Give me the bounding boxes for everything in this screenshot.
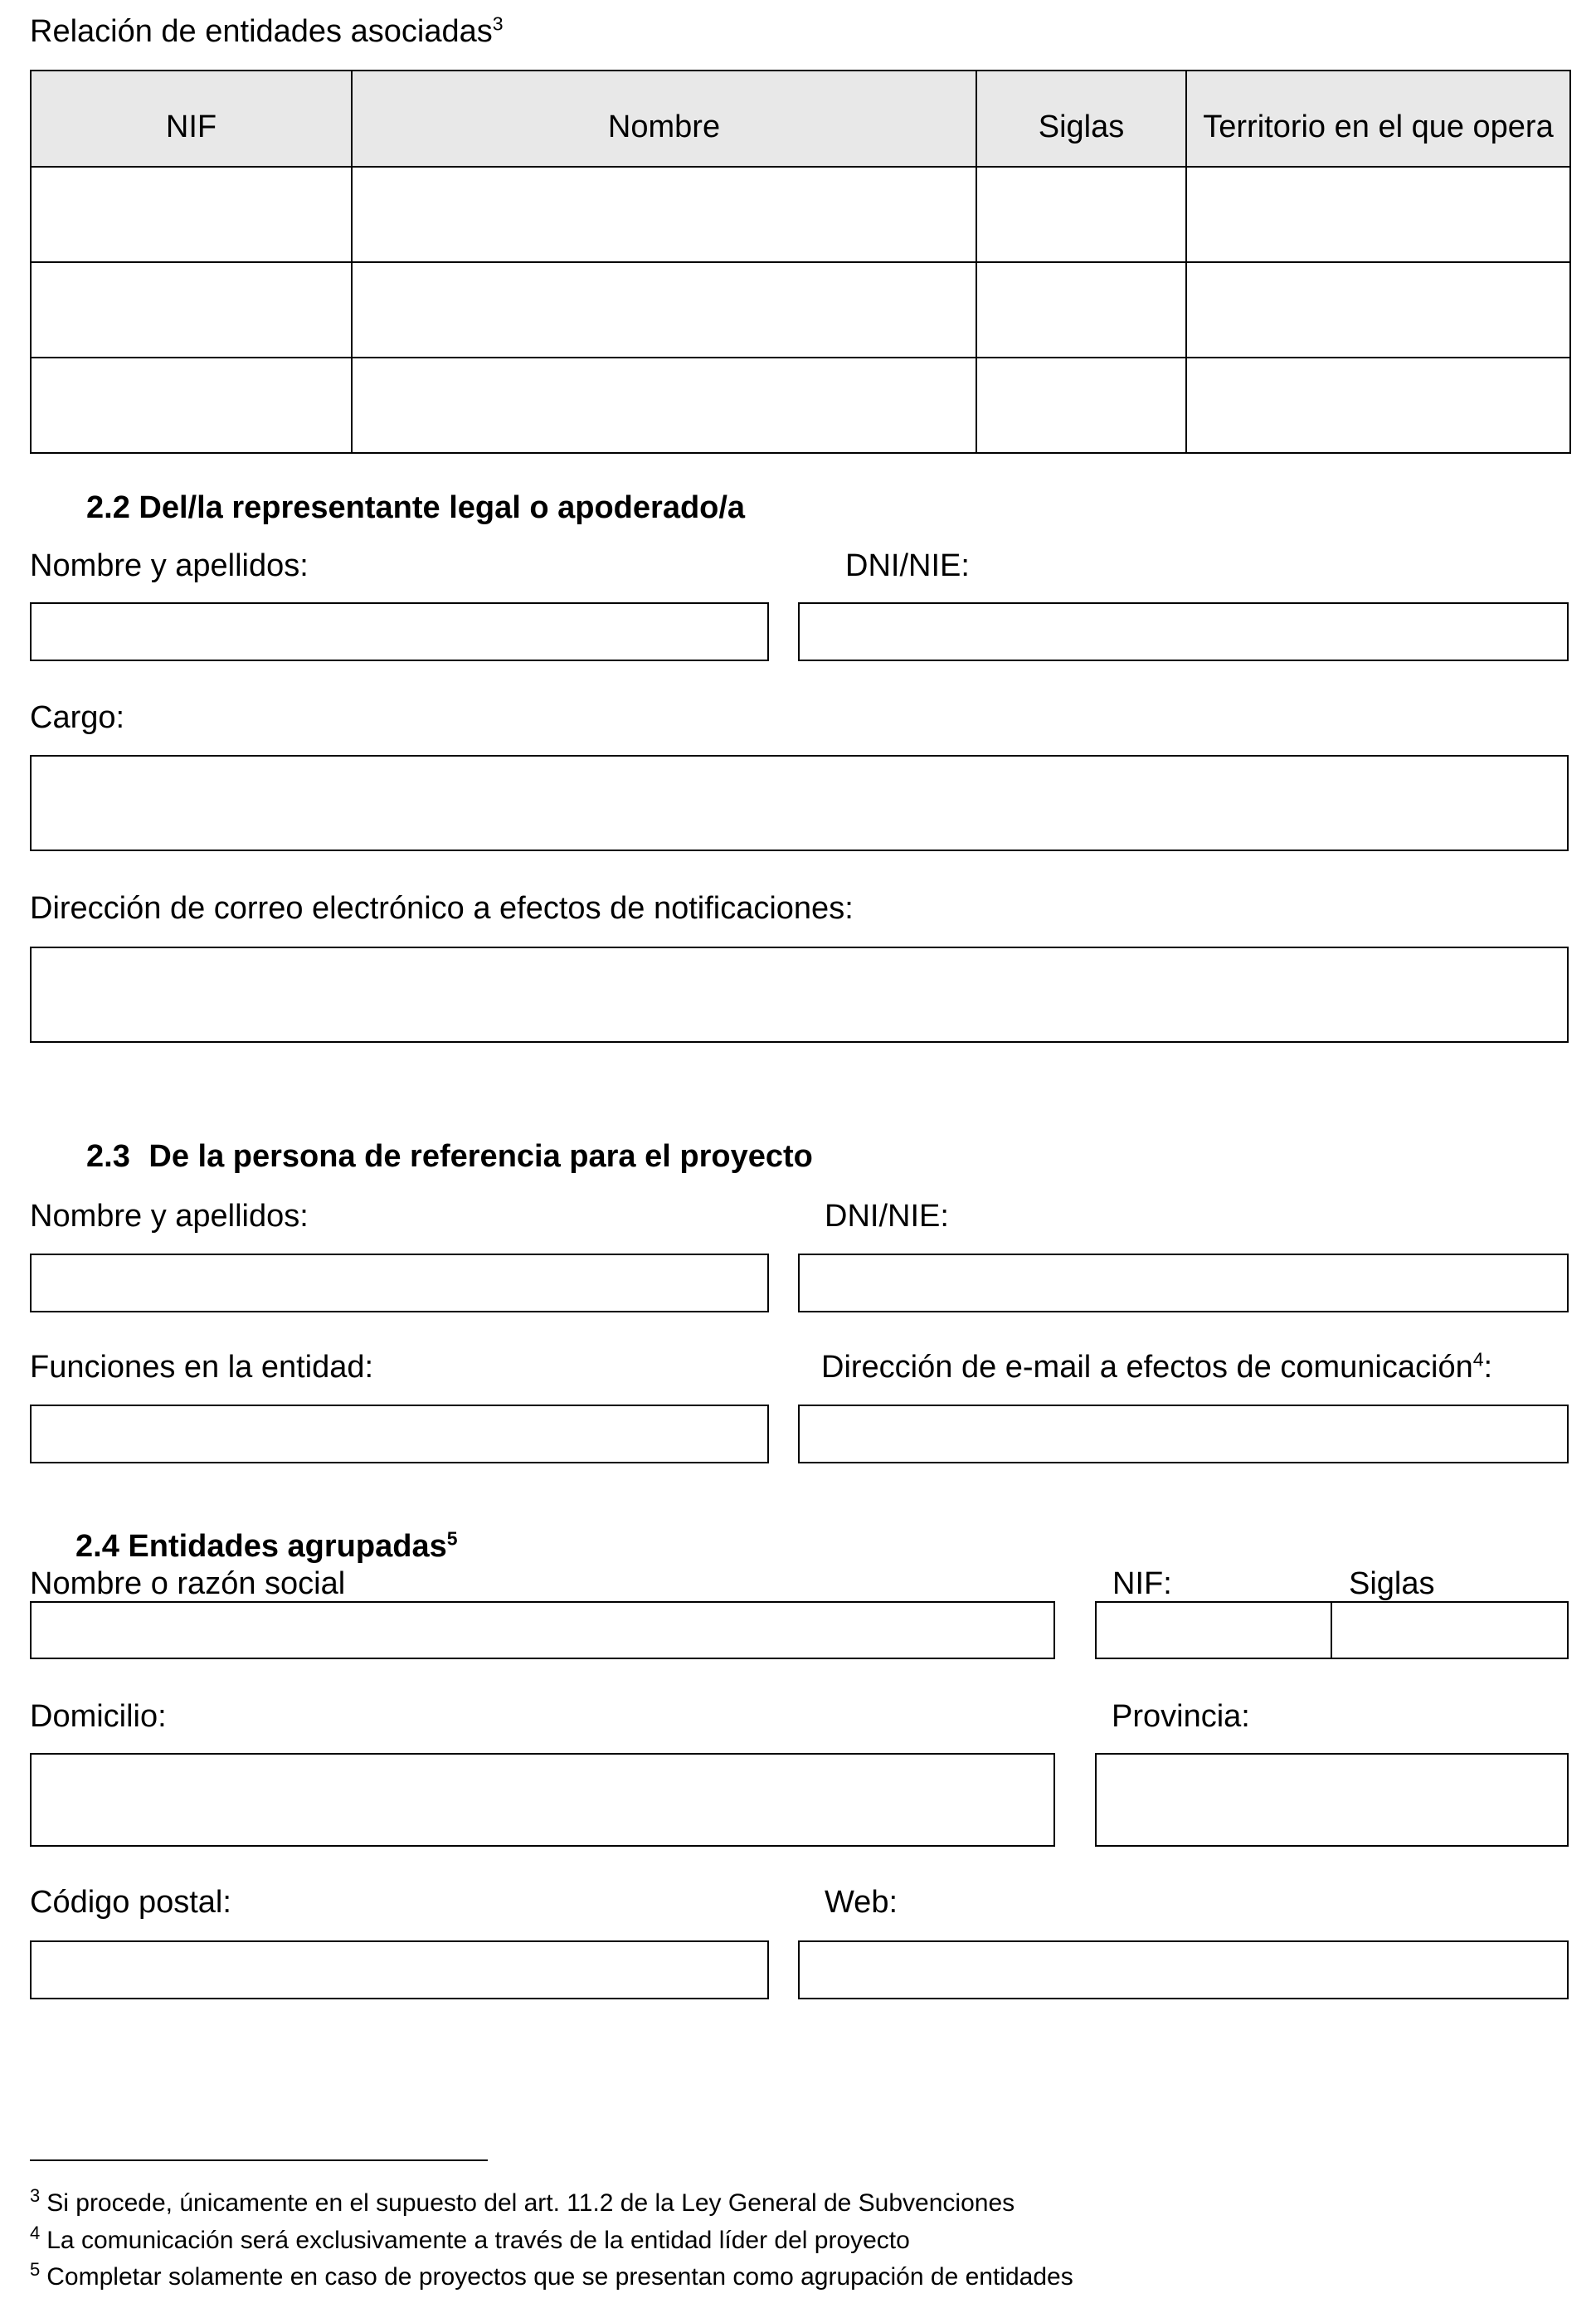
footnote-5-text: Completar solamente en caso de proyectos que se presentan como agrupación de entidades <box>46 2263 1073 2291</box>
grouped-name-field[interactable] <box>30 1601 1055 1659</box>
legal-rep-name-label: Nombre y apellidos: <box>30 548 309 583</box>
notification-email-label: Dirección de correo electrónico a efectos de notificaciones: <box>30 891 854 926</box>
contact-email-label <box>821 1349 1492 1387</box>
contact-email-label-colon: : <box>1483 1350 1493 1385</box>
table-row <box>31 167 1570 262</box>
section-2-3-heading <box>86 1138 813 1176</box>
legal-rep-dni-label: DNI/NIE: <box>845 548 970 583</box>
table-cell-territorio[interactable] <box>1186 262 1570 358</box>
table-cell-nif[interactable] <box>31 262 352 358</box>
contact-name-label: Nombre y apellidos: <box>30 1199 309 1234</box>
footnote-ref-4: 4 <box>1472 1348 1484 1371</box>
footnote-3-text: Si procede, únicamente en el supuesto del art. 11.2 de la Ley General de Subvenciones <box>46 2189 1015 2217</box>
legal-rep-dni-field[interactable] <box>798 602 1569 661</box>
web-label: Web: <box>825 1885 898 1920</box>
provincia-field[interactable] <box>1095 1753 1569 1847</box>
table-cell-nombre[interactable] <box>352 358 976 453</box>
table-cell-nombre[interactable] <box>352 167 976 262</box>
associated-title-text: Relación de entidades asociadas <box>30 14 493 49</box>
table-cell-siglas[interactable] <box>976 262 1186 358</box>
contact-name-field[interactable] <box>30 1254 769 1312</box>
grouped-siglas-label: Siglas <box>1349 1566 1435 1601</box>
table-cell-siglas[interactable] <box>976 358 1186 453</box>
footnote-4-text: La comunicación será exclusivamente a través de la entidad líder del proyecto <box>46 2227 910 2254</box>
footnote-5 <box>30 2259 1073 2292</box>
table-cell-nif[interactable] <box>31 167 352 262</box>
table-cell-siglas[interactable] <box>976 167 1186 262</box>
section-2-4-title: 2.4 Entidades agrupadas <box>75 1529 447 1564</box>
grouped-name-label: Nombre o razón social <box>30 1566 346 1601</box>
table-header-row <box>31 71 1570 167</box>
contact-dni-field[interactable] <box>798 1254 1569 1312</box>
associated-entities-table <box>30 70 1571 454</box>
footnote-ref-5: 5 <box>446 1527 458 1550</box>
footnote-4 <box>30 2223 910 2256</box>
table-cell-nif[interactable] <box>31 358 352 453</box>
grouped-nif-field[interactable] <box>1095 1601 1332 1659</box>
web-field[interactable] <box>798 1940 1569 1999</box>
cargo-field[interactable] <box>30 755 1569 851</box>
table-row <box>31 358 1570 453</box>
section-2-3-title: De la persona de referencia para el proyecto <box>148 1139 813 1174</box>
footnote-4-number: 4 <box>30 2223 41 2243</box>
domicilio-field[interactable] <box>30 1753 1055 1847</box>
column-header-nombre: Nombre <box>352 71 976 167</box>
postal-code-field[interactable] <box>30 1940 769 1999</box>
contact-functions-field[interactable] <box>30 1405 769 1463</box>
table-cell-territorio[interactable] <box>1186 358 1570 453</box>
section-2-4-heading <box>75 1528 458 1566</box>
footnote-divider <box>30 2159 488 2161</box>
section-2-2-heading: 2.2 Del/la representante legal o apoderado/a <box>86 490 746 525</box>
column-header-territorio: Territorio en el que opera <box>1186 71 1570 167</box>
footnote-ref-3: 3 <box>492 12 504 35</box>
cargo-label: Cargo: <box>30 700 125 735</box>
contact-email-field[interactable] <box>798 1405 1569 1463</box>
contact-email-label-text: Dirección de e-mail a efectos de comunicación <box>821 1350 1473 1385</box>
footnote-3 <box>30 2185 1015 2218</box>
notification-email-field[interactable] <box>30 947 1569 1043</box>
table-row <box>31 262 1570 358</box>
section-2-3-number: 2.3 <box>86 1139 130 1174</box>
postal-code-label: Código postal: <box>30 1885 231 1920</box>
grouped-siglas-field[interactable] <box>1331 1601 1569 1659</box>
provincia-label: Provincia: <box>1112 1699 1250 1734</box>
footnote-5-number: 5 <box>30 2259 41 2280</box>
table-cell-territorio[interactable] <box>1186 167 1570 262</box>
domicilio-label: Domicilio: <box>30 1699 167 1734</box>
table-cell-nombre[interactable] <box>352 262 976 358</box>
column-header-siglas: Siglas <box>976 71 1186 167</box>
contact-dni-label: DNI/NIE: <box>825 1199 949 1234</box>
grouped-nif-label: NIF: <box>1112 1566 1172 1601</box>
column-header-nif: NIF <box>31 71 352 167</box>
legal-rep-name-field[interactable] <box>30 602 769 661</box>
associated-entities-title <box>30 13 504 51</box>
contact-functions-label: Funciones en la entidad: <box>30 1350 374 1385</box>
footnote-3-number: 3 <box>30 2185 41 2206</box>
